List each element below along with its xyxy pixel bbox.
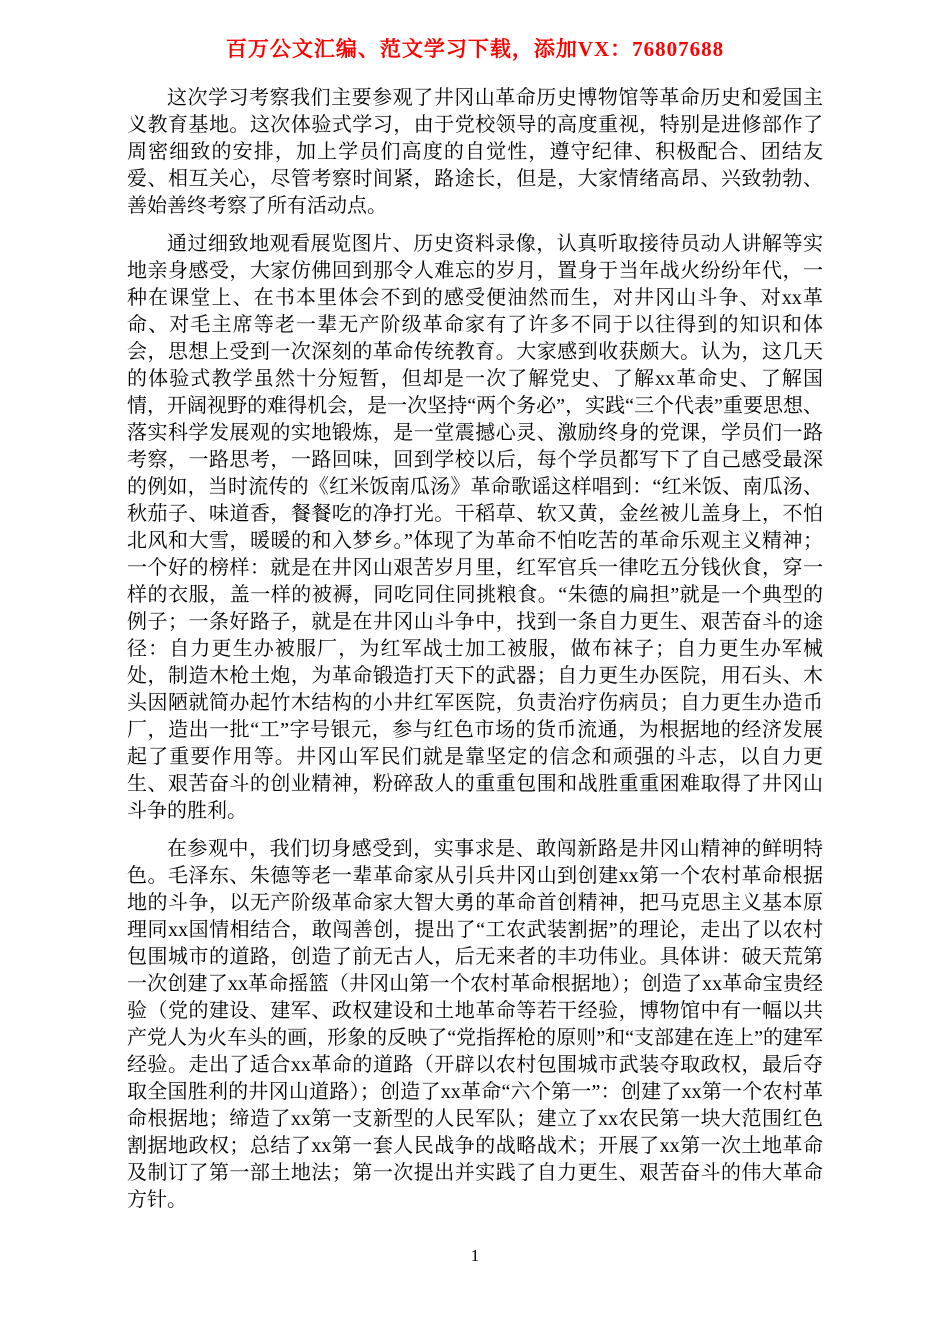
promo-header: 百万公文汇编、范文学习下载，添加VX：76807688	[225, 37, 725, 61]
paragraph: 通过细致地观看展览图片、历史资料录像，认真听取接待员动人讲解等实地亲身感受，大家仿佛回到那令人难忘的岁月，置身于当年战火纷纷年代，一种在课堂上、在书本里体会不到的感受便油然而生，对井冈山斗争、对xx革命、对毛主席等老一辈无产阶级革命家有了许多不同于以往得到的知识和体会，思想上受到一次深刻的革命传统教育。大家感到收获颇大。认为，这几天的体验式教学虽然十分短暂，但却是一次了解党史、了解xx革命史、了解国情，开阔视野的难得机会，是一次坚持“两个务必”，实践“三个代表”重要思想、落实科学发展观的实地锻炼，是一堂震撼心灵、激励终身的党课，学员们一路考察，一路思考，一路回味，回到学校以后，每个学员都写下了自己感受最深的例如，当时流传的《红米饭南瓜汤》革命歌谣这样唱到：“红米饭、南瓜汤、秋茄子、味道香，餐餐吃的净打光。干稻草、软又黄，金丝被儿盖身上，不怕北风和大雪，暖暖的和入梦乡。”体现了为革命不怕吃苦的革命乐观主义精神；一个好的榜样：就是在井冈山艰苦岁月里，红军官兵一律吃五分钱伙食，穿一样的衣服，盖一样的被褥，同吃同住同挑粮食。“朱德的扁担”就是一个典型的例子；一条好路子，就是在井冈山斗争中，找到一条自力更生、艰苦奋斗的途径：自力更生办被服厂，为红军战士加工被服，做布袜子；自力更生办军械处，制造木枪土炮，为革命锻造打天下的武器；自力更生办医院，用石头、木头因陋就简办起竹木结构的小井红军医院，负责治疗伤病员；自力更生办造币厂，造出一批“工”字号银元，参与红色市场的货币流通，为根据地的经济发展起了重要作用等。井冈山军民们就是靠坚定的信念和顽强的斗志，以自力更生、艰苦奋斗的创业精神，粉碎敌人的重重包围和战胜重重困难取得了井冈山斗争的胜利。	[127, 233, 823, 823]
paragraph: 在参观中，我们切身感受到，实事求是、敢闯新路是井冈山精神的鲜明特色。毛泽东、朱德等老一辈革命家从引兵井冈山到创建xx第一个农村革命根据地的斗争，以无产阶级革命家大智大勇的革命首创精神，把马克思主义基本原理同xx国情相结合，敢闯善创，提出了“工农武装割据”的理论，走出了以农村包围城市的道路，创造了前无古人，后无来者的丰功伟业。具体讲：破天荒第一次创建了xx革命摇篮（井冈山第一个农村革命根据地）；创造了xx革命宝贵经验（党的建设、建军、政权建设和土地革命等若干经验，博物馆中有一幅以共产党人为火车头的画，形象的反映了“党指挥枪的原则”和“支部建在连上”的建军经验。走出了适合xx革命的道路（开辟以农村包围城市武装夺取政权，最后夺取全国胜利的井冈山道路）；创造了xx革命“六个第一”：创建了xx第一个农村革命根据地；缔造了xx第一支新型的人民军队；建立了xx农民第一块大范围红色割据地政权；总结了xx第一套人民战争的战略战术；开展了xx第一次土地革命及制订了第一部土地法；第一次提出并实践了自力更生、艰苦奋斗的伟大革命方针。	[127, 838, 823, 1212]
page-number: 1	[470, 1246, 480, 1265]
paragraph: 这次学习考察我们主要参观了井冈山革命历史博物馆等革命历史和爱国主义教育基地。这次体验式学习，由于党校领导的高度重视，特别是进修部作了周密细致的安排，加上学员们高度的自觉性，遵守纪律、积极配合、团结友爱、相互关心，尽管考察时间紧，路途长，但是，大家情绪高昂、兴致勃勃、善始善终考察了所有活动点。	[127, 87, 823, 218]
document-body	[127, 85, 823, 1214]
